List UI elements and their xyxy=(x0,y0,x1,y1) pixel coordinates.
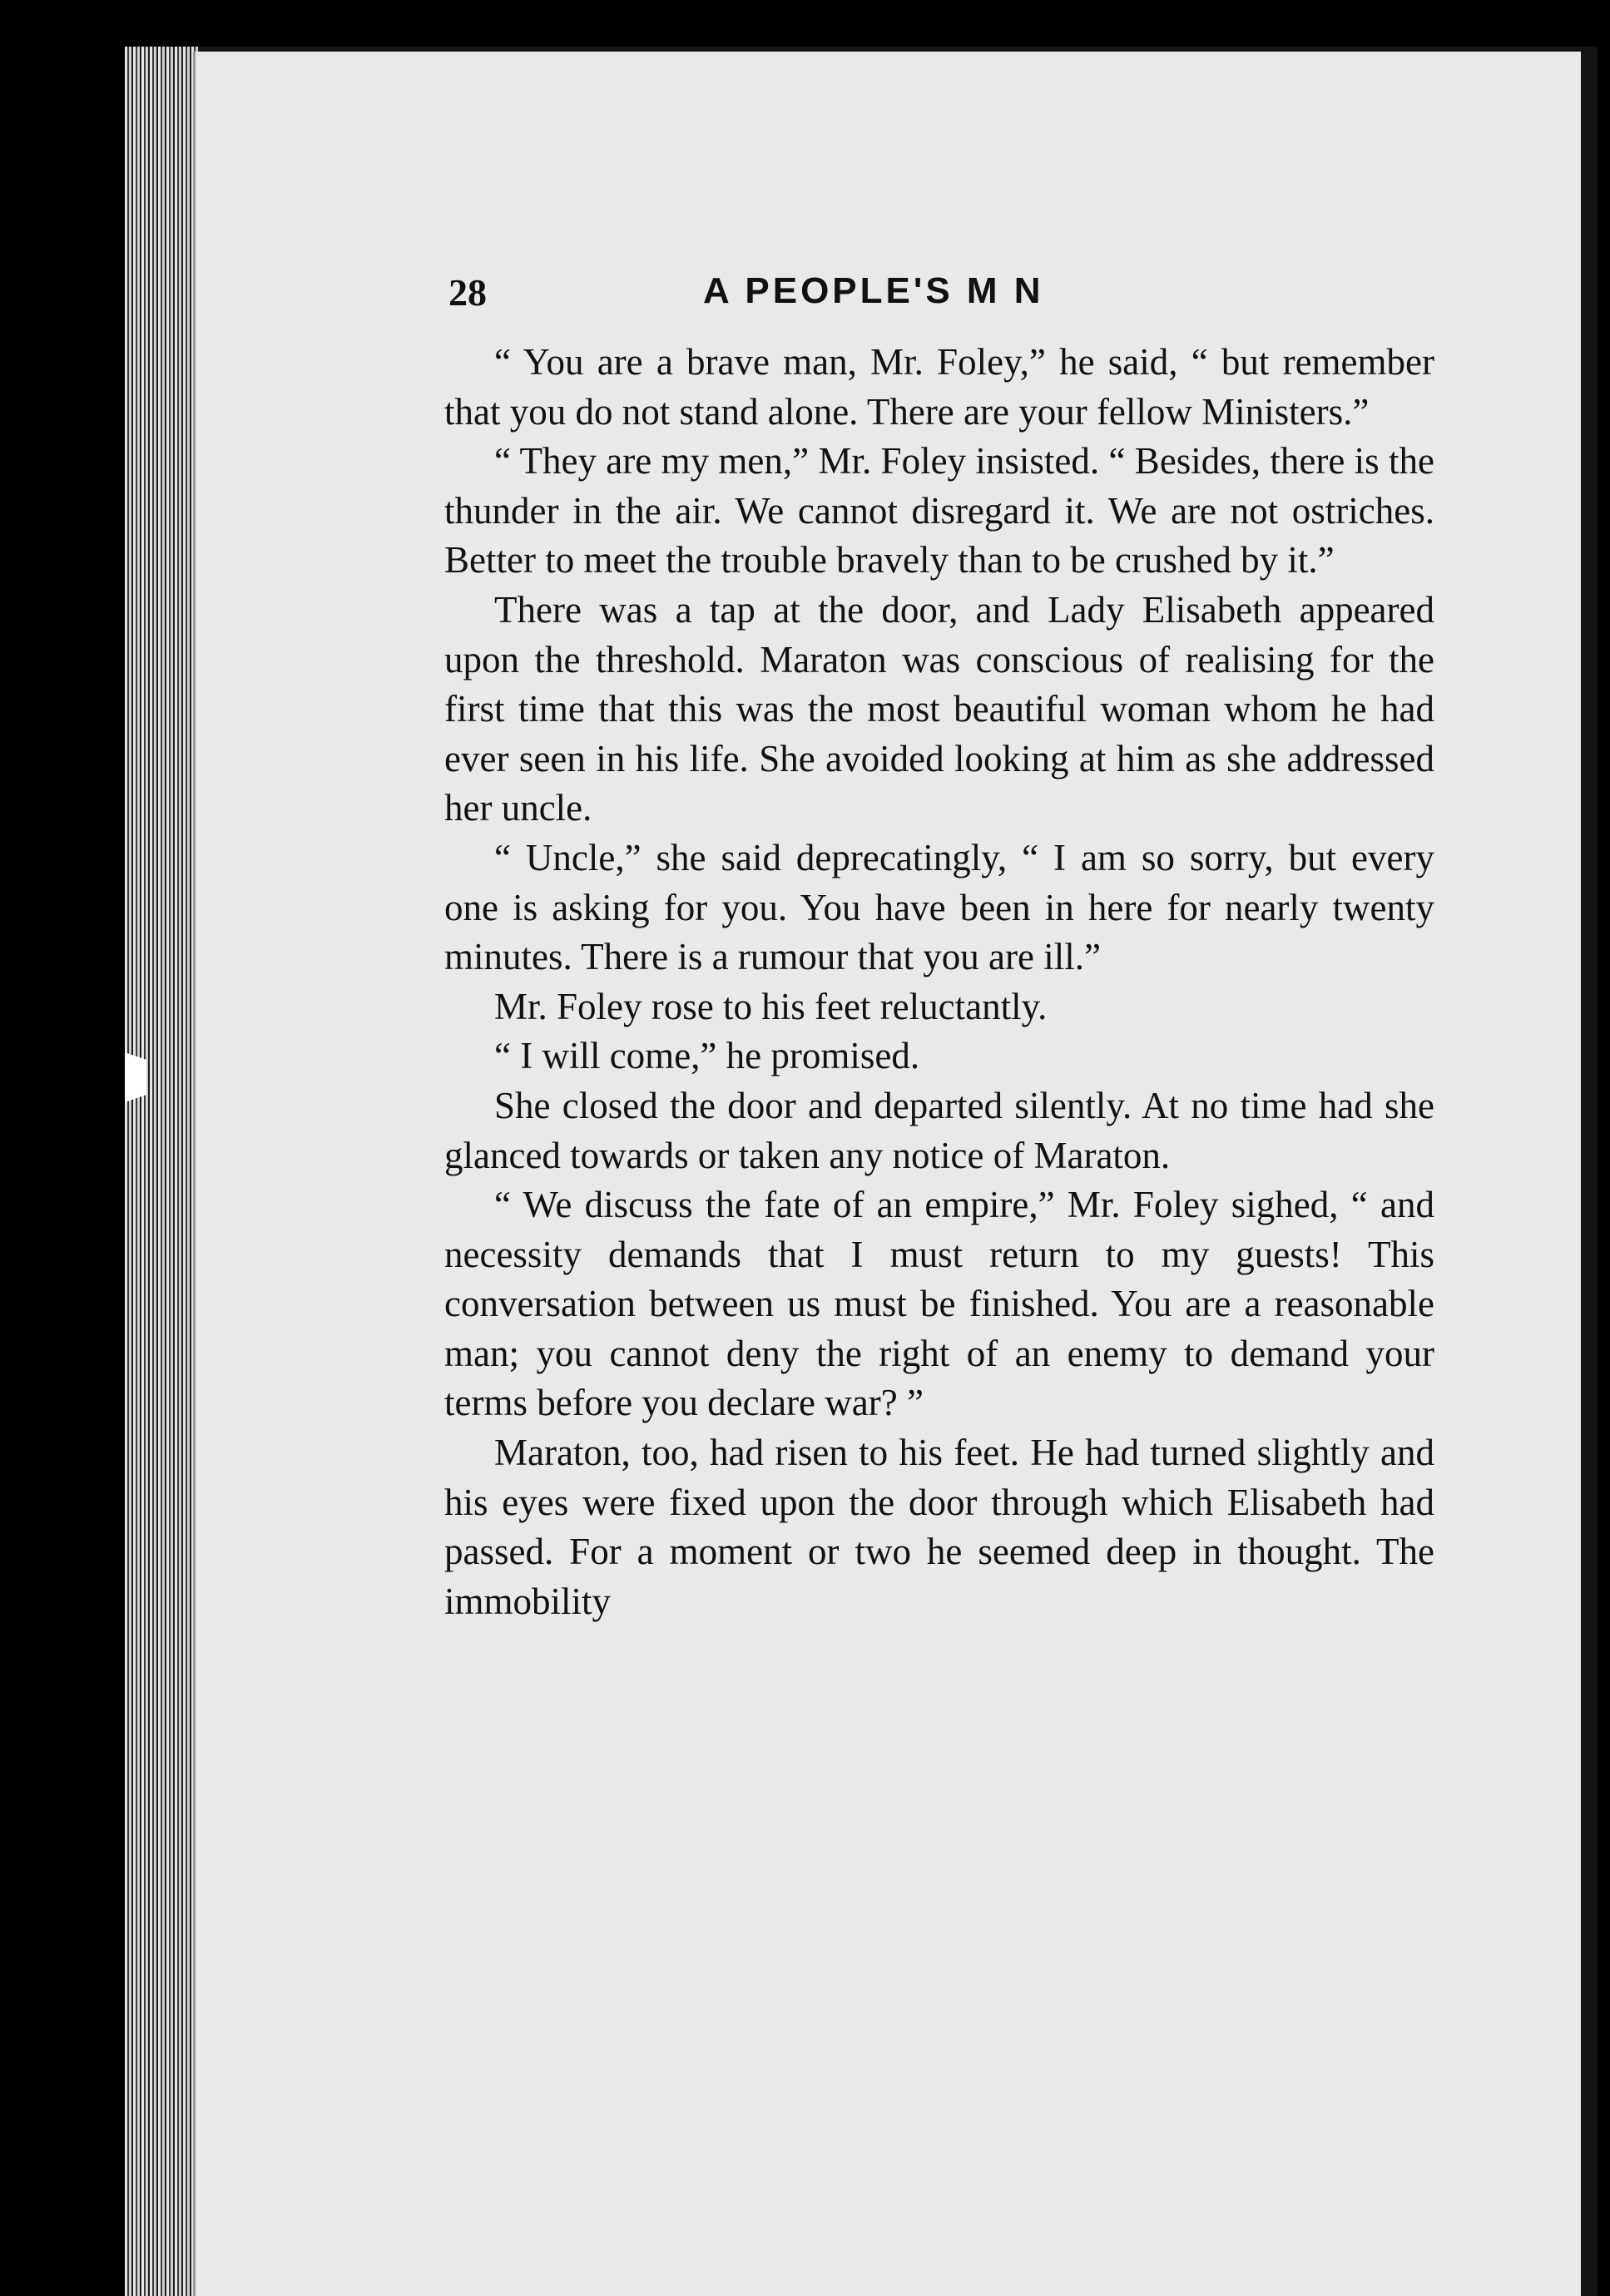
page-number: 28 xyxy=(448,271,487,314)
paragraph: She closed the door and departed silently. At no time had she glanced towards or taken any notice of Maraton. xyxy=(444,1084,1434,1176)
page-tab-marker xyxy=(125,1052,146,1102)
page-edges xyxy=(125,47,200,2296)
paragraph: “ They are my men,” Mr. Foley insisted. “ Besides, there is the thunder in the air. We cannot disregard it. We are not ostriches. Better to meet the trouble bravely than to be crushed by it.” xyxy=(444,440,1434,581)
paragraph: “ We discuss the fate of an empire,” Mr. Foley sighed, “ and necessity demands that I must return to my guests! This conversation between us must be finished. You are a reasonable man; you cannot deny the right of an enemy to demand your terms before you declare war? ” xyxy=(444,1184,1434,1424)
paragraph: “ You are a brave man, Mr. Foley,” he said, “ but remember that you do not stand alone. There are your fellow Ministers.” xyxy=(444,341,1434,433)
running-head: A PEOPLE'S M N xyxy=(703,270,1044,311)
paragraph: There was a tap at the door, and Lady Elisabeth appeared upon the threshold. Maraton was conscious of realising for the first time that this was the most beautiful woman whom he had ever seen in his life. She avoided looking at him as she addressed her uncle. xyxy=(444,588,1434,829)
body-text xyxy=(444,338,1434,1626)
paragraph: “ Uncle,” she said deprecatingly, “ I am so sorry, but every one is asking for you. You have been in here for nearly twenty minutes. There is a rumour that you are ill.” xyxy=(444,836,1434,978)
paragraph: Mr. Foley rose to his feet reluctantly. xyxy=(494,985,1048,1027)
paragraph: Maraton, too, had risen to his feet. He had turned slightly and his eyes were fixed upon the door through which Elisabeth had passed. For a moment or two he seemed deep in thought. The immobility xyxy=(444,1432,1434,1622)
paragraph: “ I will come,” he promised. xyxy=(494,1035,920,1077)
